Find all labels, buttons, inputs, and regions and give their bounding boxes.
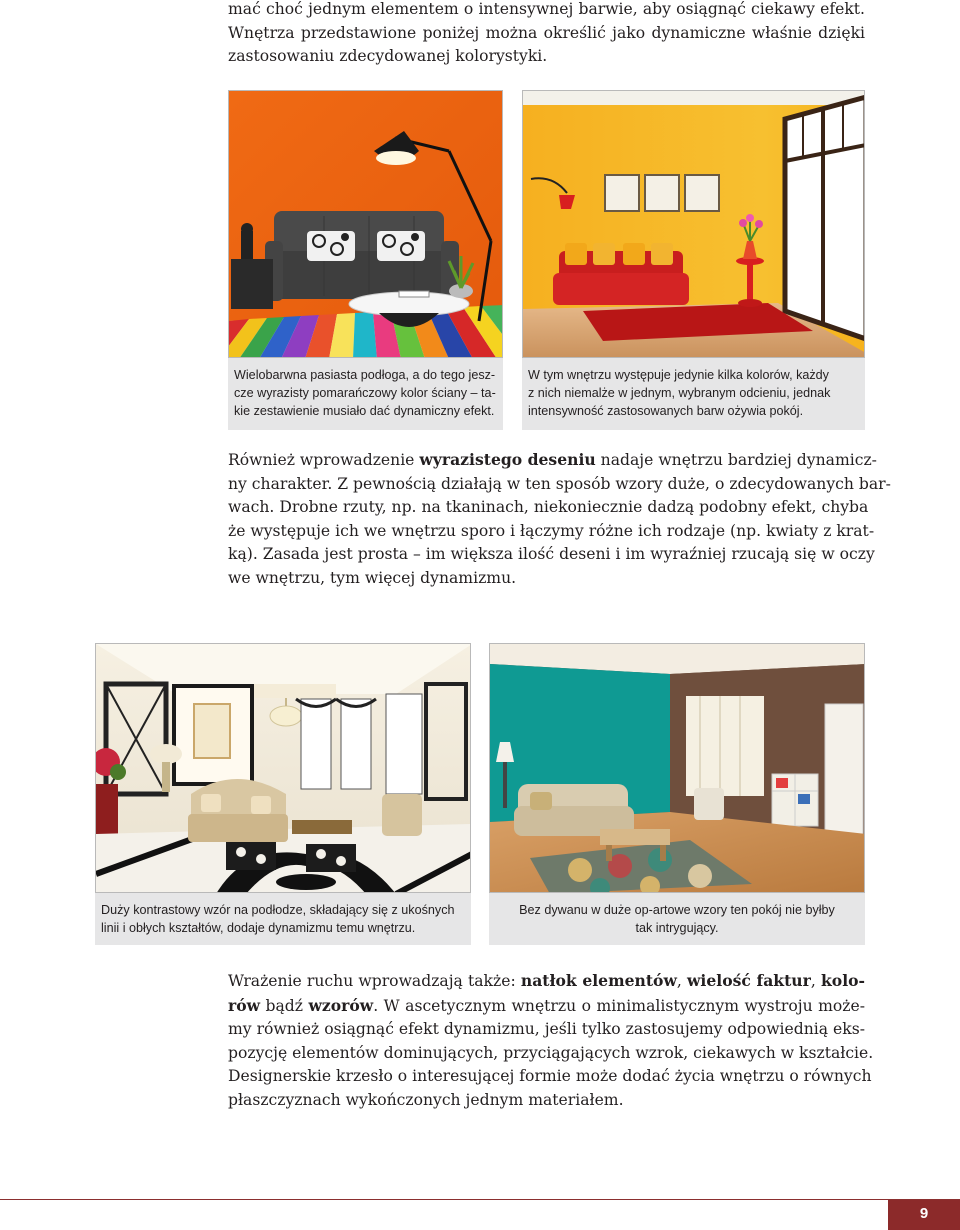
photo-orange-room — [228, 90, 503, 358]
bold-term: wielość faktur — [687, 971, 811, 990]
photo-classic-room — [95, 643, 471, 893]
intro-paragraph — [228, 0, 865, 69]
text-line: we wnętrzu, tym więcej dynamizmu. — [228, 568, 517, 587]
text-line: Wnętrza przedstawione poniżej można określić jako dynamiczne właśnie dzięki — [228, 23, 865, 42]
photo-teal-room — [489, 643, 865, 893]
caption-line: cze wyrazisty pomarańczowy kolor ściany – ta- — [234, 386, 496, 400]
text-run: bądź — [260, 996, 309, 1015]
caption-line: Bez dywanu w duże op-artowe wzory ten pokój nie byłby — [519, 903, 835, 917]
caption-yellow-room — [522, 358, 865, 430]
figure-classic-room — [95, 643, 471, 945]
caption-line: W tym wnętrzu występuje jedynie kilka kolorów, każdy — [528, 368, 829, 382]
figure-teal-room — [489, 643, 865, 945]
text-line: wach. Drobne rzuty, np. na tkaninach, niekoniecznie dadzą podobny efekt, chyba — [228, 498, 869, 516]
bold-term: kolo- — [820, 971, 865, 990]
pattern-paragraph — [228, 448, 891, 590]
caption-line: intensywność zastosowanych barw ożywia pokój. — [528, 404, 804, 418]
text-line: mać choć jednym elementem o intensywnej barwie, aby osiągnąć ciekawy efekt. — [228, 0, 865, 18]
movement-paragraph — [228, 969, 874, 1112]
text-line: pozycję elementów dominujących, przyciągających wzrok, ciekawych w kształcie. — [228, 1043, 874, 1062]
text-line: ką). Zasada jest prosta – im większa ilość deseni i im wyraźniej rzucają się w oczy — [228, 545, 875, 563]
text-line: ny charakter. Z pewnością działają w ten sposób wzory duże, o zdecydowanych bar- — [228, 474, 891, 493]
text-line — [228, 969, 865, 994]
text-line: my również osiągnąć efekt dynamizmu, jeśli tylko zastosujemy odpowiednią eks- — [228, 1020, 865, 1038]
text-line — [228, 994, 865, 1019]
text-line: Designerskie krzesło o interesującej formie może dodać życia wnętrzu o równych — [228, 1067, 872, 1085]
text-line — [228, 448, 877, 473]
caption-line: tak intrygujący. — [635, 921, 719, 935]
caption-orange-room — [228, 358, 503, 430]
bold-term: wyrazistego deseniu — [419, 450, 596, 469]
text-line: zastosowaniu zdecydowanej kolorystyki. — [228, 47, 548, 65]
caption-teal-room — [489, 893, 865, 945]
text-run: Również wprowadzenie — [228, 451, 420, 469]
caption-classic-room — [95, 893, 471, 945]
photo-yellow-room — [522, 90, 865, 358]
footer-rule — [0, 1199, 960, 1200]
text-run: nadaje wnętrzu bardziej dynamicz- — [595, 451, 877, 469]
text-run: , — [810, 972, 821, 990]
caption-line: kie zestawienie musiało dać dynamiczny efekt. — [234, 404, 495, 418]
text-run: Wrażenie ruchu wprowadzają także: — [228, 972, 521, 990]
bold-term: natłok elementów — [520, 971, 677, 990]
text-line: że występuje ich we wnętrzu sporo i łączymy różne ich rodzaje (np. kwiaty z krat- — [228, 521, 875, 540]
bold-term: rów — [228, 995, 261, 1015]
text-run: , — [676, 972, 687, 990]
caption-line: linii i obłych kształtów, dodaje dynamizmu temu wnętrzu. — [101, 921, 416, 935]
figure-orange-room — [228, 90, 503, 430]
caption-line: Duży kontrastowy wzór na podłodze, składający się z ukośnych — [101, 903, 455, 917]
page-number: 9 — [888, 1200, 960, 1230]
text-line: płaszczyznach wykończonych jednym materiałem. — [228, 1090, 624, 1109]
figure-yellow-room — [522, 90, 865, 430]
caption-line: Wielobarwna pasiasta podłoga, a do tego jesz- — [234, 368, 496, 382]
caption-line: z nich niemalże w jednym, wybranym odcieniu, jednak — [528, 386, 831, 400]
text-run: . W ascetycznym wnętrzu o minimalistycznym wystroju może- — [373, 996, 865, 1015]
bold-term: wzorów — [308, 995, 374, 1015]
